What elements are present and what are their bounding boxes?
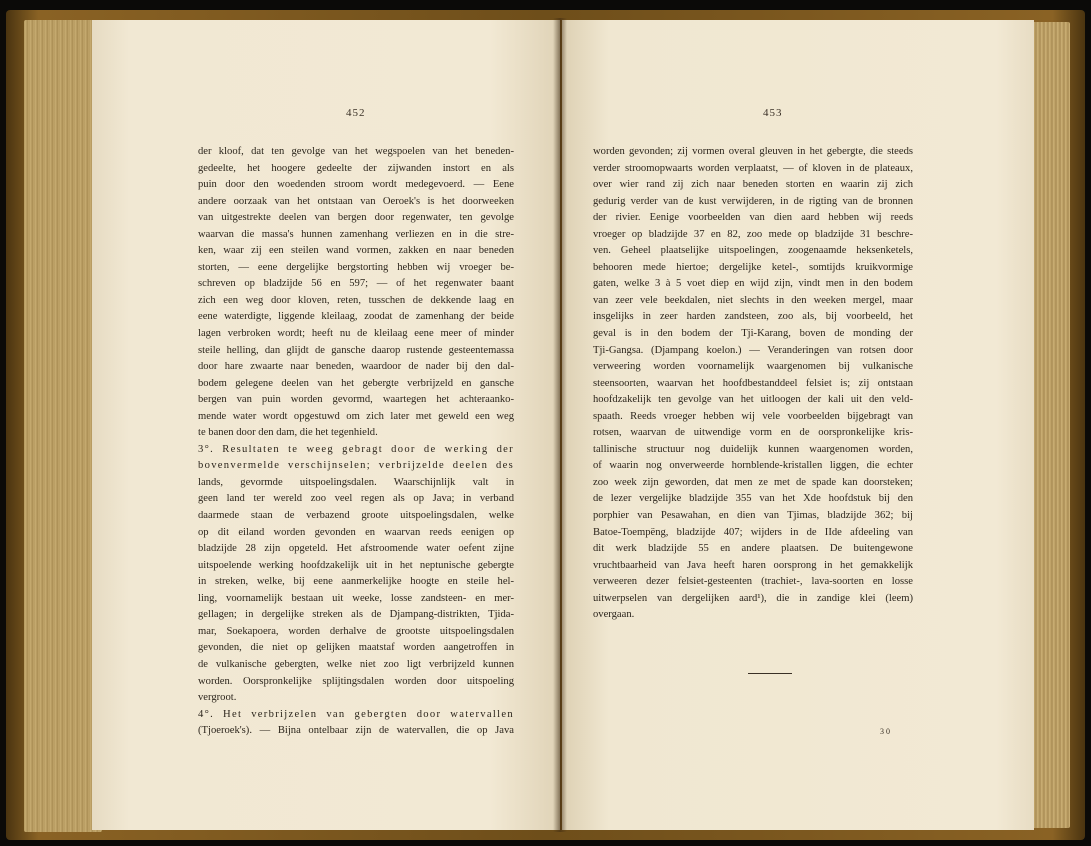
text-line: bergen van puin worden gevormd, waartegen het achteraanko- <box>198 394 514 406</box>
left-page-edges <box>24 20 102 832</box>
text-line: steile helling, dan glijdt de gansche daarop rustende gesteentemassa <box>198 344 514 356</box>
text-line: dit werk bladzijde 55 en andere plaatsen. De buitengewone <box>593 543 913 555</box>
text-line: hoofdzakelijk ten gevolge van het uitloogen der kali uit den veld- <box>593 394 913 406</box>
text-line: der rivier. Eenige voorbeelden van dien aard hebben wij reeds <box>593 212 913 224</box>
text-line: gaten, welke 3 à 5 voet diep en wijd zijn, vindt men in den bodem <box>593 278 913 290</box>
text-line: zich een weg door kloven, reten, tusschen de dekkende laag en <box>198 294 514 306</box>
text-line: tallinische structuur nog duidelijk kunnen waargenomen worden, <box>593 443 913 455</box>
page-number-right: 453 <box>763 107 783 119</box>
text-line: in streken, welke, bij eene aanmerkelijke hoogte en steile hel- <box>198 576 514 588</box>
text-line: andere oorzaak van het ontstaan van Oeroek's is het doorweeken <box>198 195 514 207</box>
text-line: porphier van Pesawahan, en dien van Tjimas, bladzijde 362; bij <box>593 510 913 522</box>
text-line: door hare zwaarte naar beneden, waardoor de nader bij den dal- <box>198 361 514 373</box>
text-line: puin door den woedenden stroom wordt medegevoerd. — Eene <box>198 179 514 191</box>
text-line: (Tjoeroek's). — Bijna ontelbaar zijn de watervallen, die op Java <box>198 725 514 737</box>
text-line: uitspoelende werking hoofdzakelijk uit in het neptunische gebergte <box>198 559 514 571</box>
text-line: ken, waar zij een steilen wand vormen, zakken en naar beneden <box>198 245 514 257</box>
text-line: vruchtbaarheid van Java heeft haren oorsprong in het gemakkelijk <box>593 559 913 571</box>
text-line: vroeger op bladzijde 37 en 82, zoo mede op bladzijde 31 beschre- <box>593 228 913 240</box>
text-line: gevonden, die niet op gelijken maatstaf worden aangetroffen in <box>198 642 514 654</box>
text-line: van zeer vele beekdalen, niet slechts in den weeken mergel, maar <box>593 294 913 306</box>
text-line: worden gevonden; zij vormen overal gleuven in het gebergte, die steeds <box>593 146 913 157</box>
page-number-left: 452 <box>346 107 366 119</box>
text-line: waarvan die massa's hunnen zamenhang verliezen en in die stre- <box>198 228 514 240</box>
text-line: worden. Oorspronkelijke splijtingsdalen worden door uitspoeling <box>198 675 514 687</box>
text-line: gedurig verder van de kust verwijderen, in de rigting van de bronnen <box>593 195 913 207</box>
text-line: schreven op bladzijde 56 en 597; — of het regenwater baant <box>198 278 514 290</box>
right-page-text <box>593 144 913 624</box>
text-line: ven. Geheel plaatselijke uitspoelingen, zoogenaamde heksenketels, <box>593 245 913 257</box>
section-heading-line: bovenvermelde verschijnselen; verbrijzelde deelen des <box>198 460 514 472</box>
signature-mark: 30 <box>880 727 892 736</box>
text-line: verder stroomopwaarts worden verplaatst, — of kloven in de plateaux, <box>593 162 913 174</box>
text-line: over wier rand zij zich naar beneden storten en waarin zij zich <box>593 179 913 191</box>
text-line: rotsen, waarvan de uitwendige vorm en de oorspronkelijke kris- <box>593 427 913 439</box>
text-line: uitwerpselen van dergelijken aard¹), die in zandige klei (leem) <box>593 592 913 604</box>
text-line: overgaan. <box>593 609 635 621</box>
text-line: zoo week zijn geworden, dat men ze met de spade kan doorsteken; <box>593 476 913 488</box>
text-line: verweeren dezer felsiet-gesteenten (trachiet-, lava-soorten en losse <box>593 576 913 588</box>
text-line: geen land ter wereld zoo veel regen als op Java; in verband <box>198 493 514 505</box>
text-line: bodem gelegene deelen van het gebergte verbrijzeld en gansche <box>198 377 514 389</box>
text-line: te banen door den dam, die het tegenhield. <box>198 427 378 439</box>
section-heading-line: 3°. Resultaten te weeg gebragt door de werking der <box>198 443 514 455</box>
text-line: op dit eiland worden gevonden en waarvan reeds eenigen op <box>198 526 514 538</box>
text-line: gellagen; in dergelijke streken als de Djampang-distrikten, Tjida- <box>198 609 514 621</box>
right-page-edges <box>1030 22 1070 828</box>
text-line: behooren mede hiertoe; dergelijke ketel-, somtijds kruikvormige <box>593 261 913 273</box>
section-heading-line: 4°. Het verbrijzelen van gebergten door watervallen <box>198 708 514 720</box>
text-line: der kloof, dat ten gevolge van het wegspoelen van het beneden- <box>198 146 514 157</box>
text-line: ling, voornamelijk bestaan uit weeke, losse zandsteen- en mer- <box>198 592 514 604</box>
book-gutter <box>553 18 567 832</box>
text-line: bladzijde 28 zijn opgeteld. Het afstroomende water oefent zijne <box>198 543 514 555</box>
text-line: daarmede staan de verbazend groote uitspoelingsdalen, welke <box>198 510 514 522</box>
end-rule <box>748 673 792 674</box>
left-page <box>92 20 560 830</box>
text-line: lands, gevormde uitspoelingsdalen. Waarschijnlijk valt in <box>198 476 514 488</box>
text-line: of waarin nog onverweerde hornblende-kristallen liggen, die echter <box>593 460 913 472</box>
text-line: gedeelte, het hoogere gedeelte der zijwanden instort en als <box>198 162 514 174</box>
text-line: eene waterdigte, liggende kleilaag, zoodat de zamenhang der beide <box>198 311 514 323</box>
text-line: mende water wordt opgestuwd om zich later met geweld een weg <box>198 410 514 422</box>
text-line: lagen verbroken wordt; heeft nu de kleilaag eene meer of minder <box>198 328 514 340</box>
text-line: de vulkanische gebergten, welke niet zoo ligt verbrijzeld kunnen <box>198 658 514 670</box>
right-page <box>562 20 1034 830</box>
left-page-text <box>198 144 514 740</box>
text-line: van uitgestrekte deelen van bergen door regenwater, ten gevolge <box>198 212 514 224</box>
text-line: storten, — eene dergelijke bergstorting hebben wij vroeger be- <box>198 261 514 273</box>
text-line: vergroot. <box>198 692 237 704</box>
text-line: insgelijks in zeer harden zandsteen, zoo als, bij voorbeeld, het <box>593 311 913 323</box>
text-line: de lezer vergelijke bladzijde 355 van het Xde hoofdstuk bij den <box>593 493 913 505</box>
text-line: geval is in den bodem der Tji-Karang, boven de monding der <box>593 328 913 340</box>
text-line: Batoe-Toempëng, bladzijde 407; wijders in de IIde afdeeling van <box>593 526 913 538</box>
text-line: Tji-Gangsa. (Djampang koelon.) — Veranderingen van rotsen door <box>593 344 913 356</box>
text-line: mar, Soekapoera, worden derhalve de grootste uitspoelingsdalen <box>198 625 514 637</box>
text-line: spaath. Reeds vroeger hebben wij vele voorbeelden bijgebragt van <box>593 410 913 422</box>
text-line: steensoorten, waarvan het hoofdbestanddeel felsiet is; zij ontstaan <box>593 377 913 389</box>
text-line: verweering worden voornamelijk waargenomen bij vulkanische <box>593 361 913 373</box>
